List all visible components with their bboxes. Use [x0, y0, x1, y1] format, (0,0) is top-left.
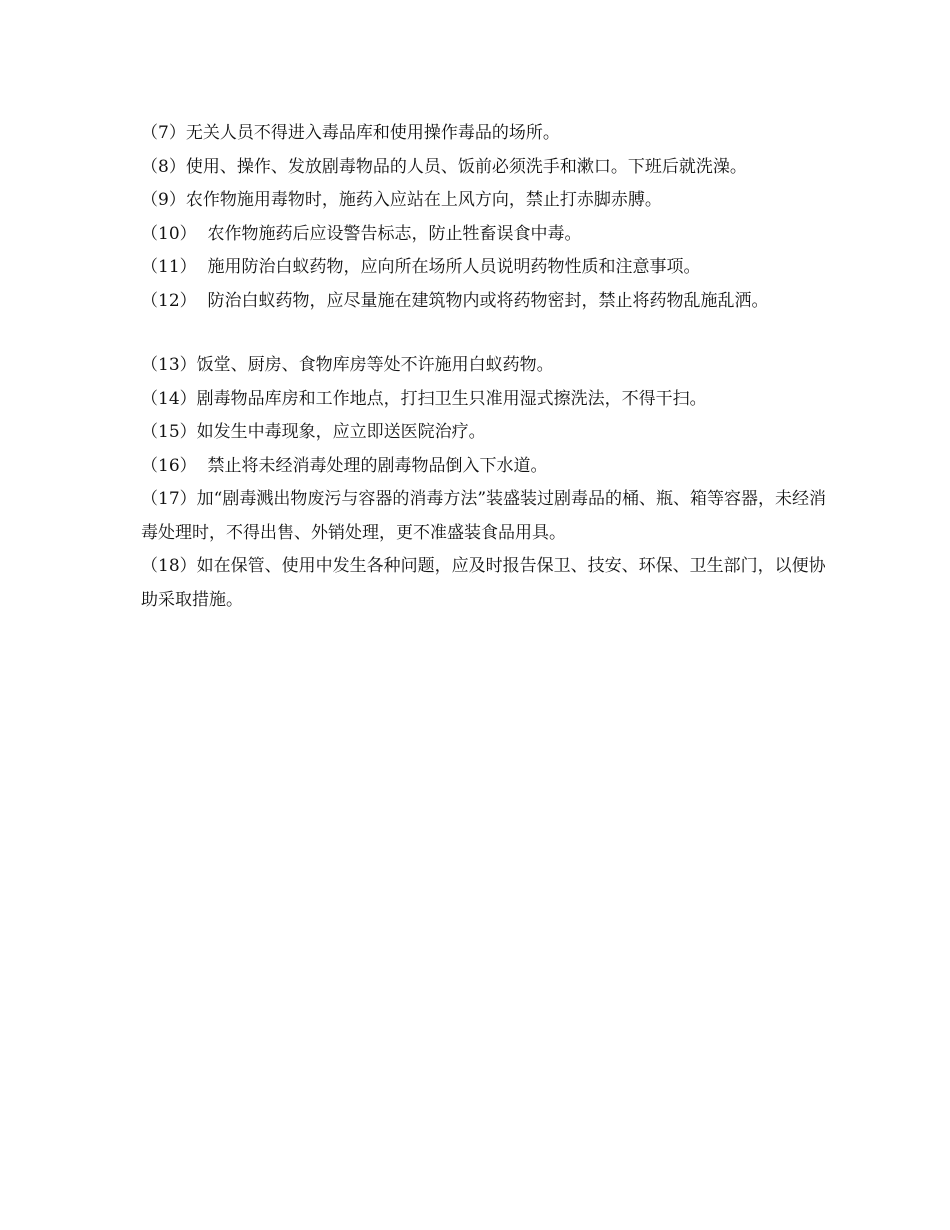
rule-text: 禁止将未经消毒处理的剧毒物品倒入下水道。 [207, 455, 548, 476]
rule-text: 加“剧毒溅出物废污与容器的消毒方法”装盛装过剧毒品的桶、瓶、箱等容器，未经消毒处理时，不得出售、外销处理，更不准盛装食品用具。 [141, 489, 827, 543]
rule-number: （17） [141, 489, 197, 509]
rule-item-14 [141, 383, 831, 417]
rule-number: （12） [141, 290, 208, 311]
rule-text: 饭堂、厨房、食物库房等处不许施用白蚁药物。 [196, 355, 554, 375]
rule-item-12 [141, 285, 831, 319]
rule-text: 施用防治白蚁药物，应向所在场所人员说明药物性质和注意事项。 [207, 257, 701, 277]
rule-item-16 [141, 450, 831, 484]
rule-number: （14） [141, 388, 197, 409]
rule-text: 农作物施药后应设警告标志，防止牲畜误食中毒。 [207, 223, 582, 244]
rule-item-13 [141, 349, 831, 383]
rule-item-7 [141, 117, 831, 151]
rule-text: 防治白蚁药物，应尽量施在建筑物内或将药物密封，禁止将药物乱施乱洒。 [207, 290, 769, 311]
rule-item-17 [141, 483, 831, 550]
rule-text: 使用、操作、发放剧毒物品的人员、饭前必须洗手和漱口。下班后就洗澡。 [185, 156, 747, 177]
rule-number: （7） [141, 123, 186, 143]
rule-item-11 [141, 251, 831, 285]
rule-item-15 [141, 416, 831, 450]
rule-number: （9） [141, 190, 186, 210]
rule-item-10 [141, 218, 831, 252]
rule-number: （8） [141, 156, 186, 177]
rule-text: 无关人员不得进入毒品库和使用操作毒品的场所。 [185, 123, 560, 143]
rule-number: （15） [141, 422, 197, 442]
rule-text: 剧毒物品库房和工作地点，打扫卫生只准用湿式擦洗法，不得干扫。 [196, 388, 707, 409]
rule-number: （16） [141, 455, 208, 476]
rule-number: （13） [141, 355, 197, 375]
rules-list [141, 117, 831, 617]
rule-item-18 [141, 550, 831, 617]
rule-text: 农作物施用毒物时，施药入应站在上风方向，禁止打赤脚赤膊。 [185, 190, 662, 210]
rule-number: （10） [141, 223, 208, 244]
rule-number: （11） [141, 257, 208, 277]
rule-number: （18） [141, 556, 197, 576]
rule-item-9 [141, 184, 831, 218]
rule-text: 如在保管、使用中发生各种问题，应及时报告保卫、技安、环保、卫生部门，以便协助采取措施。 [141, 556, 826, 610]
rule-item-8 [141, 151, 831, 185]
rule-text: 如发生中毒现象，应立即送医院治疗。 [196, 422, 486, 442]
